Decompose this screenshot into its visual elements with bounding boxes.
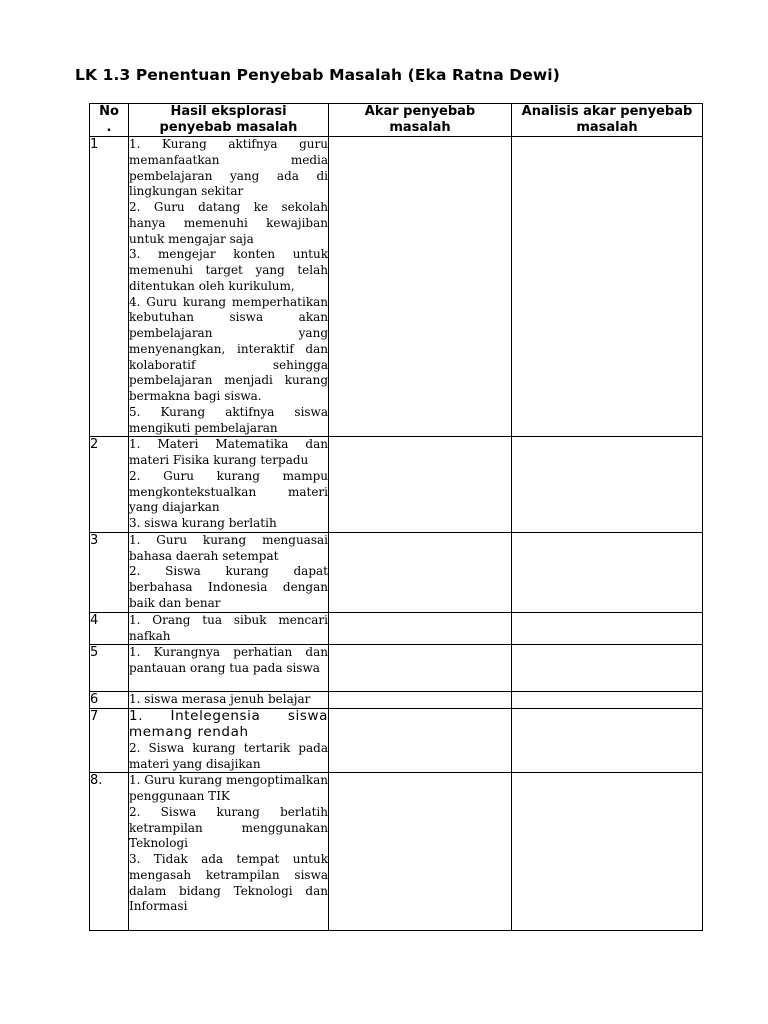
cause-item: 1. Guru kurang menguasai bahasa daerah setempat	[129, 532, 328, 563]
analisis-cell	[512, 709, 703, 773]
cause-item: 3. siswa kurang berlatih	[129, 516, 277, 530]
cause-item: 1. siswa merasa jenuh belajar	[129, 692, 311, 707]
header-hasil-eksplorasi	[129, 104, 329, 137]
row-number: 6	[90, 692, 129, 709]
cause-item: 1. Kurangnya perhatian dan pantauan orang tua pada siswa	[129, 645, 328, 675]
row-number: 4	[90, 612, 129, 645]
table-header-row	[90, 104, 703, 137]
cause-item: 2. Siswa kurang dapat berbahasa Indonesia dengan baik dan benar	[129, 564, 328, 610]
row-number: 3	[90, 532, 129, 612]
cause-item: 1. Materi Matematika dan materi Fisika kurang terpadu	[129, 437, 328, 467]
analisis-cell	[512, 692, 703, 709]
akar-penyebab-cell	[329, 645, 512, 692]
akar-penyebab-cell	[329, 709, 512, 773]
akar-penyebab-cell	[329, 692, 512, 709]
table-row	[90, 137, 703, 437]
cause-item: 1. Orang tua sibuk mencari nafkah	[129, 612, 328, 643]
analisis-cell	[512, 437, 703, 533]
table-row	[90, 692, 703, 709]
table-row	[90, 437, 703, 533]
table-row	[90, 709, 703, 773]
cause-item: 2. Siswa kurang berlatih ketrampilan menggunakan Teknologi	[129, 804, 328, 851]
cause-list	[129, 773, 329, 931]
table-row	[90, 645, 703, 692]
row-number: 7	[90, 709, 129, 773]
analisis-cell	[512, 532, 703, 612]
header-akar-label: Akar penyebab masalah	[364, 104, 476, 135]
header-hasil-label: Hasil eksplorasi penyebab masalah	[159, 104, 298, 135]
cause-list	[129, 437, 329, 533]
header-no-label: No .	[99, 104, 119, 135]
cause-item: 2. Siswa kurang tertarik pada materi yang disajikan	[129, 740, 328, 771]
row-number: 8.	[90, 773, 129, 931]
table-row	[90, 773, 703, 931]
header-analisis-akar	[512, 104, 703, 137]
analisis-cell	[512, 612, 703, 645]
cause-item: 4. Guru kurang memperhatikan kebutuhan siswa akan pembelajaran yang menyenangkan, interaktif dan kolaboratif sehingga pembelajaran menjadi kurang bermakna bagi siswa.	[129, 294, 328, 403]
cause-item: 1. Kurang aktifnya guru memanfaatkan media pembelajaran yang ada di lingkungan sekitar	[129, 137, 328, 199]
cause-item: 5. Kurang aktifnya siswa mengikuti pembelajaran	[129, 404, 328, 435]
cause-list	[129, 645, 329, 692]
cause-list	[129, 709, 329, 773]
document-title: LK 1.3 Penentuan Penyebab Masalah (Eka Ratna Dewi)	[75, 66, 560, 84]
cause-list	[129, 692, 329, 709]
cause-item: 3. mengejar konten untuk memenuhi target yang telah ditentukan oleh kurikulum,	[129, 247, 328, 293]
analisis-cell	[512, 137, 703, 437]
header-akar-penyebab	[329, 104, 512, 137]
cause-item: 2. Guru datang ke sekolah hanya memenuhi kewajiban untuk mengajar saja	[129, 200, 328, 246]
cause-item: 1. Guru kurang mengoptimalkan penggunaan TIK	[129, 773, 328, 803]
header-analisis-label: Analisis akar penyebab masalah	[521, 104, 693, 135]
cause-item: 1. Intelegensia siswa memang rendah	[129, 708, 328, 740]
table-body	[90, 137, 703, 931]
cause-item: 3. Tidak ada tempat untuk mengasah ketrampilan siswa dalam bidang Teknologi dan Informasi	[129, 852, 328, 914]
akar-penyebab-cell	[329, 437, 512, 533]
cause-list	[129, 612, 329, 645]
analisis-cell	[512, 773, 703, 931]
header-no	[90, 104, 129, 137]
row-number: 2	[90, 437, 129, 533]
cause-list	[129, 532, 329, 612]
akar-penyebab-cell	[329, 137, 512, 437]
analisis-cell	[512, 645, 703, 692]
problem-cause-table	[89, 103, 703, 931]
akar-penyebab-cell	[329, 773, 512, 931]
cause-list	[129, 137, 329, 437]
row-number: 1	[90, 137, 129, 437]
table-row	[90, 532, 703, 612]
table-row	[90, 612, 703, 645]
akar-penyebab-cell	[329, 532, 512, 612]
row-number: 5	[90, 645, 129, 692]
akar-penyebab-cell	[329, 612, 512, 645]
cause-item: 2. Guru kurang mampu mengkontekstualkan materi yang diajarkan	[129, 468, 328, 515]
